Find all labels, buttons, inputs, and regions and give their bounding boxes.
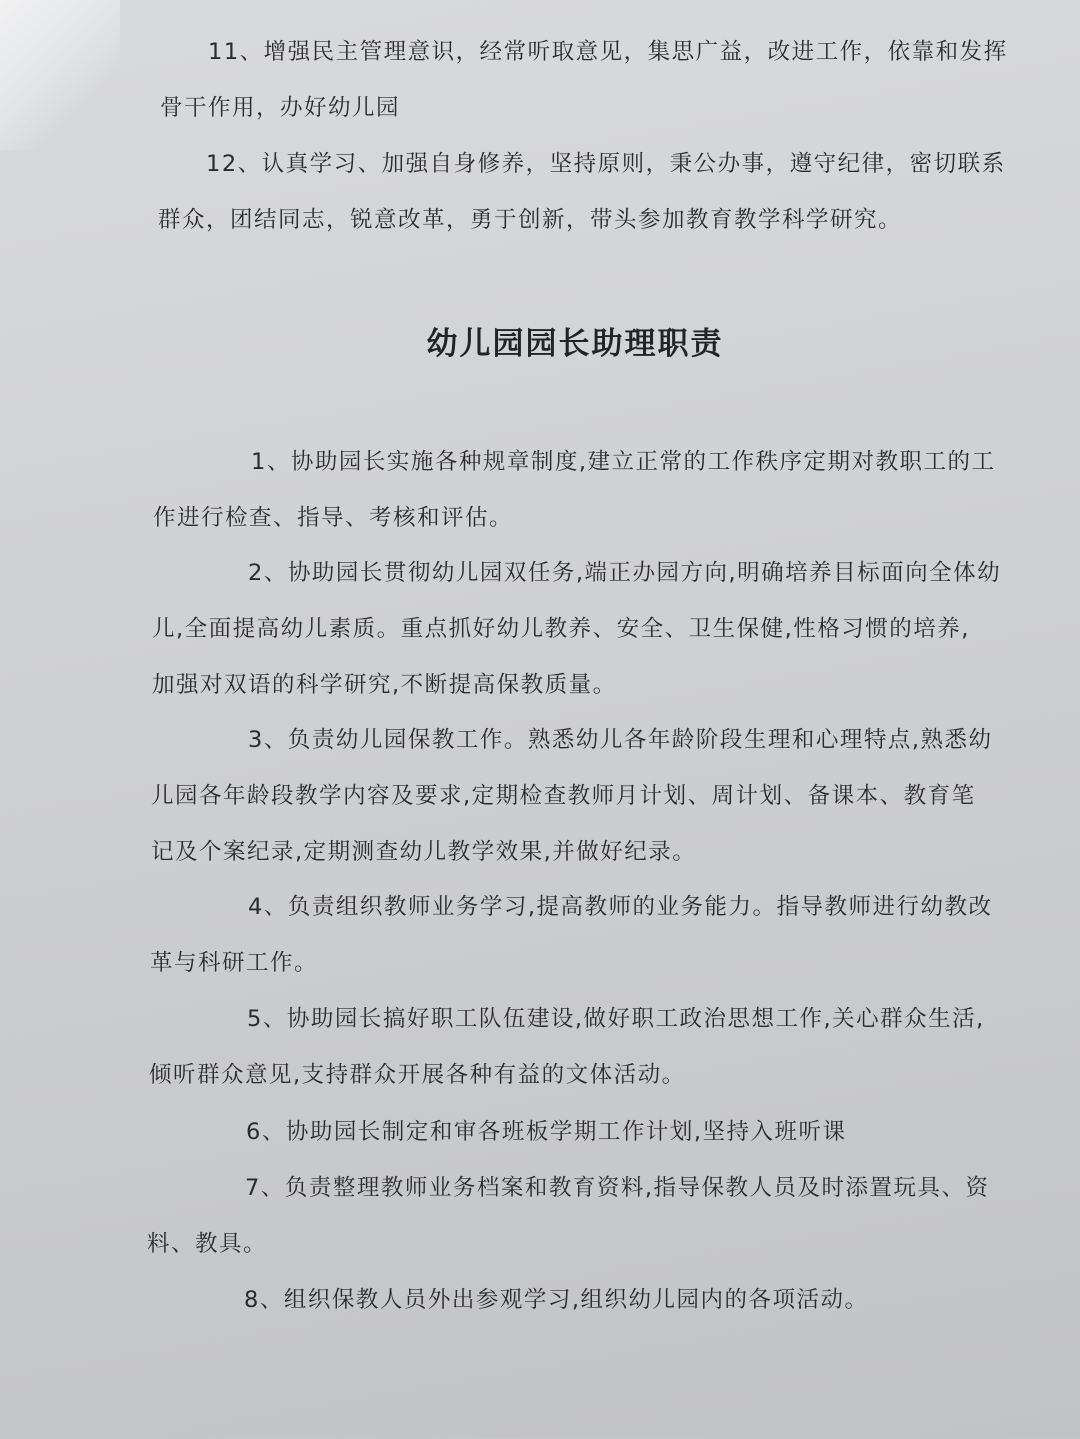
- duty-item-11-line-1: 11、增强民主管理意识，经常听取意见，集思广益，改进工作，依靠和发挥: [208, 39, 1008, 65]
- assistant-duty-8-line-1: 8、组织保教人员外出参观学习,组织幼儿园内的各项活动。: [244, 1287, 869, 1313]
- assistant-duty-7-line-2: 料、教具。: [147, 1231, 268, 1257]
- duty-item-11: [160, 24, 1008, 136]
- assistant-duty-6-line-1: 6、协助园长制定和审各班板学期工作计划,坚持入班听课: [246, 1119, 847, 1145]
- assistant-duty-1-line-1: 1、协助园长实施各种规章制度,建立正常的工作秩序定期对教职工的工: [251, 449, 996, 475]
- assistant-duty-7-line-1: 7、负责整理教师业务档案和教育资料,指导保教人员及时添置玩具、资: [245, 1175, 990, 1201]
- assistant-duty-4-line-2: 革与科研工作。: [150, 950, 319, 976]
- duty-item-12-line-1: 12、认真学习、加强自身修养，坚持原则，秉公办事，遵守纪律，密切联系: [206, 151, 1006, 177]
- assistant-duty-7: [147, 1160, 989, 1272]
- duty-item-12-line-2: 群众，团结同志，锐意改革，勇于创新，带头参加教育教学科学研究。: [158, 207, 903, 233]
- assistant-duty-2-line-2: 儿,全面提高幼儿素质。重点抓好幼儿教养、安全、卫生保健,性格习惯的培养,: [152, 616, 970, 642]
- assistant-duty-3: [151, 712, 992, 880]
- assistant-duty-6: [148, 1104, 846, 1160]
- assistant-duty-5-line-2: 倾听群众意见,支持群众开展各种有益的文体活动。: [149, 1062, 686, 1088]
- assistant-duty-4-line-1: 4、负责组织教师业务学习,提高教师的业务能力。指导教师进行幼教改: [248, 894, 993, 920]
- assistant-duty-2-line-1: 2、协助园长贯彻幼儿园双任务,端正办园方向,明确培养目标面向全体幼: [248, 560, 1002, 586]
- assistant-duty-5-line-1: 5、协助园长搞好职工队伍建设,做好职工政治思想工作,关心群众生活,: [247, 1006, 985, 1032]
- duty-item-11-line-2: 骨干作用，办好幼儿园: [160, 95, 401, 121]
- assistant-duty-3-line-1: 3、负责幼儿园保教工作。熟悉幼儿各年龄阶段生理和心理特点,熟悉幼: [248, 727, 993, 753]
- section-title: 幼儿园园长助理职责: [426, 326, 724, 362]
- assistant-duty-4: [150, 879, 992, 991]
- assistant-duty-3-line-3: 记及个案纪录,定期测查幼儿教学效果,并做好纪录。: [151, 839, 697, 865]
- assistant-duty-3-line-2: 儿园各年龄段教学内容及要求,定期检查教师月计划、周计划、备课本、教育笔: [151, 783, 976, 809]
- assistant-duty-1: [153, 434, 995, 546]
- duty-item-12: [158, 136, 1006, 248]
- assistant-duty-2: [152, 545, 1001, 713]
- assistant-duty-8: [146, 1272, 868, 1328]
- assistant-duty-2-line-3: 加强对双语的科学研究,不断提高保教质量。: [152, 672, 617, 698]
- assistant-duty-5: [149, 991, 985, 1103]
- assistant-duty-1-line-2: 作进行检查、指导、考核和评估。: [153, 505, 514, 531]
